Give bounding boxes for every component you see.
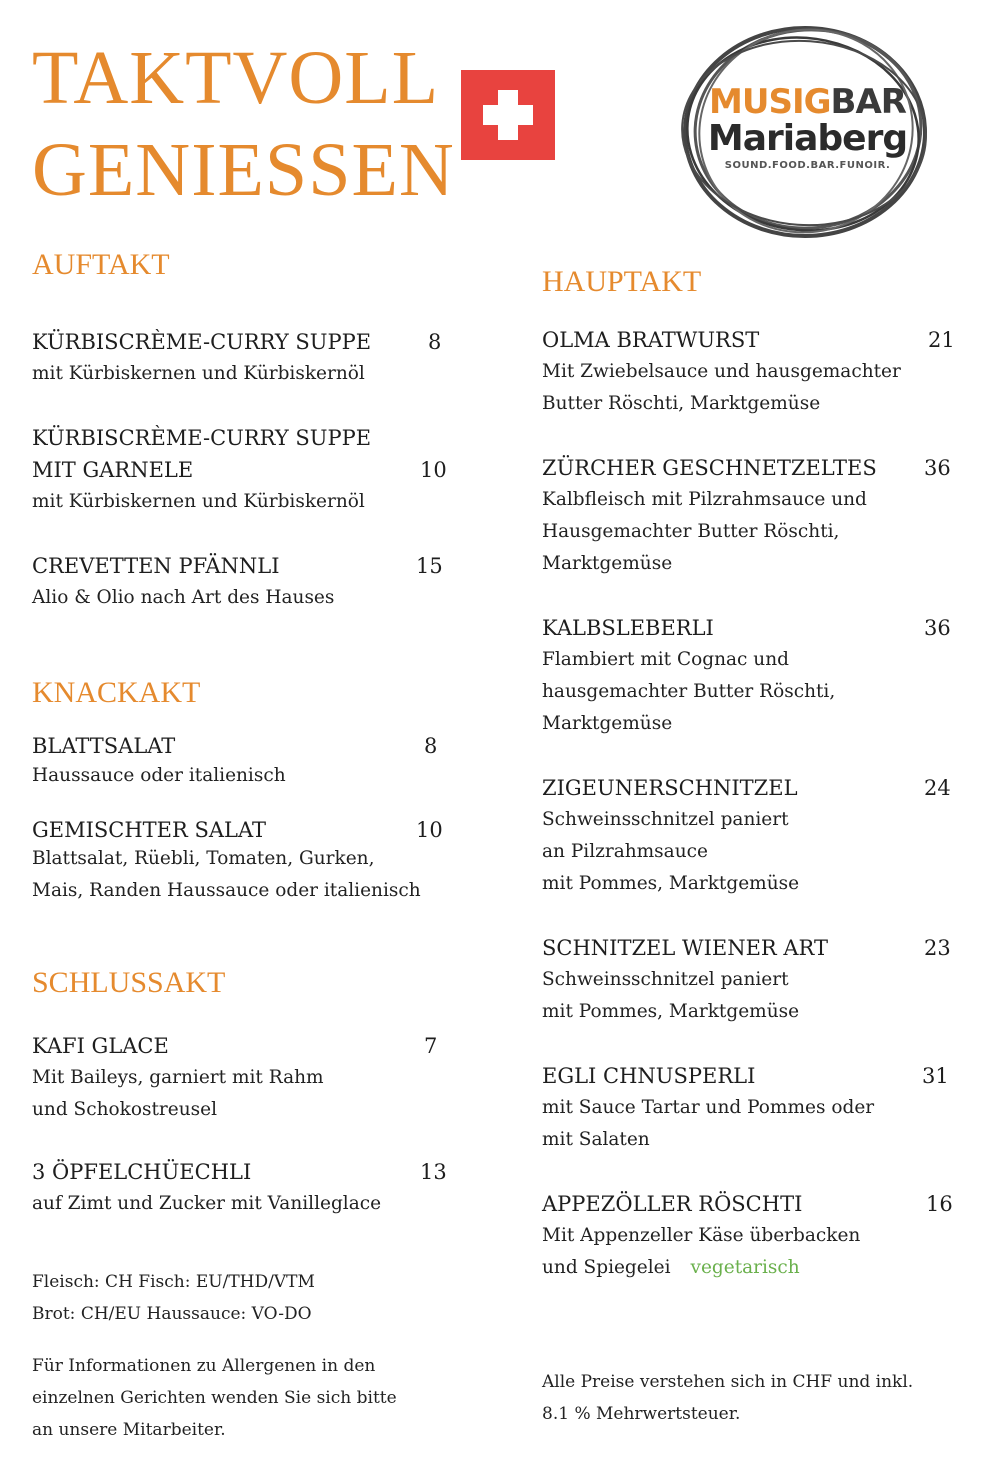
dish-price: 13 <box>420 1160 447 1184</box>
dish-name: SCHNITZEL WIENER ART <box>542 936 829 960</box>
vegetarian-badge: vegetarisch <box>690 1257 800 1278</box>
dish-name: OLMA BRATWURST <box>542 328 760 352</box>
dish-price: 23 <box>924 936 951 960</box>
dish-name: ZÜRCHER GESCHNETZELTES <box>542 456 877 480</box>
dish-description: Haussauce oder italienisch <box>32 765 286 786</box>
dish-name: BLATTSALAT <box>32 734 176 758</box>
dish-description: Mit Zwiebelsauce und hausgemachter Butter Röschti, Marktgemüse <box>542 361 901 414</box>
dish-price: 16 <box>926 1192 953 1216</box>
origin-note: Fleisch: CH Fisch: EU/THD/VTM Brot: CH/EU Haussauce: VO-DO <box>32 1272 315 1324</box>
logo-name: Mariaberg <box>707 118 908 159</box>
dish-name: 3 ÖPFELCHÜECHLI <box>32 1160 252 1184</box>
dish-name: EGLI CHNUSPERLI <box>542 1064 756 1088</box>
dish-description: mit Kürbiskernen und Kürbiskernöl <box>32 491 365 512</box>
swiss-flag-icon <box>461 70 555 160</box>
dish-price: 24 <box>924 776 951 800</box>
dish-price: 36 <box>924 616 951 640</box>
dish-description: Schweinsschnitzel paniert mit Pommes, Marktgemüse <box>542 969 800 1022</box>
dish-name-line2: MIT GARNELE <box>32 458 194 482</box>
dish-description: auf Zimt und Zucker mit Vanilleglace <box>32 1193 382 1214</box>
dish-description: Mit Appenzeller Käse überbacken und Spiegelei vegetarisch <box>542 1225 861 1278</box>
section-heading-hauptakt: HAUPTAKT <box>542 265 702 298</box>
dish-price: 21 <box>928 328 955 352</box>
allergen-note: Für Informationen zu Allergenen in den einzelnen Gerichten wenden Sie sich bitte an unsere Mitarbeiter. <box>32 1356 397 1440</box>
dish-price: 8 <box>424 734 438 758</box>
page-title-line1: TAKTVOLL <box>32 36 440 120</box>
price-note: Alle Preise verstehen sich in CHF und inkl. 8.1 % Mehrwertsteuer. <box>542 1372 914 1424</box>
section-heading-schlussakt: SCHLUSSAKT <box>32 966 226 999</box>
dish-description: mit Sauce Tartar und Pommes oder mit Salaten <box>542 1097 875 1150</box>
dish-price: 7 <box>424 1034 438 1058</box>
page-title-line2: GENIESSEN <box>32 128 455 212</box>
dish-description: mit Kürbiskernen und Kürbiskernöl <box>32 363 365 384</box>
dish-name: KÜRBISCRÈME-CURRY SUPPE <box>32 426 372 450</box>
dish-price: 10 <box>416 818 443 842</box>
logo-wordmark: MUSIGBAR <box>709 82 906 122</box>
dish-description: Kalbfleisch mit Pilzrahmsauce und Hausgemachter Butter Röschti, Marktgemüse <box>542 489 867 574</box>
dish-description: Schweinsschnitzel paniert an Pilzrahmsauce mit Pommes, Marktgemüse <box>542 809 800 894</box>
dish-description: Flambiert mit Cognac und hausgemachter Butter Röschti, Marktgemüse <box>542 649 836 734</box>
section-heading-auftakt: AUFTAKT <box>32 248 170 281</box>
logo-tagline: SOUND.FOOD.BAR.FUNOIR. <box>724 160 891 171</box>
dish-description: Alio & Olio nach Art des Hauses <box>32 587 335 608</box>
dish-price: 36 <box>924 456 951 480</box>
dish-name: CREVETTEN PFÄNNLI <box>32 554 280 578</box>
dish-price: 10 <box>420 458 447 482</box>
dish-name: GEMISCHTER SALAT <box>32 818 267 842</box>
logo <box>675 14 940 246</box>
section-heading-knackakt: KNACKAKT <box>32 676 201 709</box>
dish-name: APPEZÖLLER RÖSCHTI <box>542 1192 803 1216</box>
dish-name: KAFI GLACE <box>32 1034 169 1058</box>
dish-description: Blattsalat, Rüebli, Tomaten, Gurken, Mais, Randen Haussauce oder italienisch <box>32 848 421 901</box>
dish-price: 15 <box>416 554 443 578</box>
dish-name: KÜRBISCRÈME-CURRY SUPPE <box>32 330 372 354</box>
dish-name: KALBSLEBERLI <box>542 616 714 640</box>
dish-price: 8 <box>428 330 442 354</box>
dish-name: ZIGEUNERSCHNITZEL <box>542 776 798 800</box>
dish-description: Mit Baileys, garniert mit Rahm und Schokostreusel <box>32 1067 324 1120</box>
dish-price: 31 <box>922 1064 949 1088</box>
